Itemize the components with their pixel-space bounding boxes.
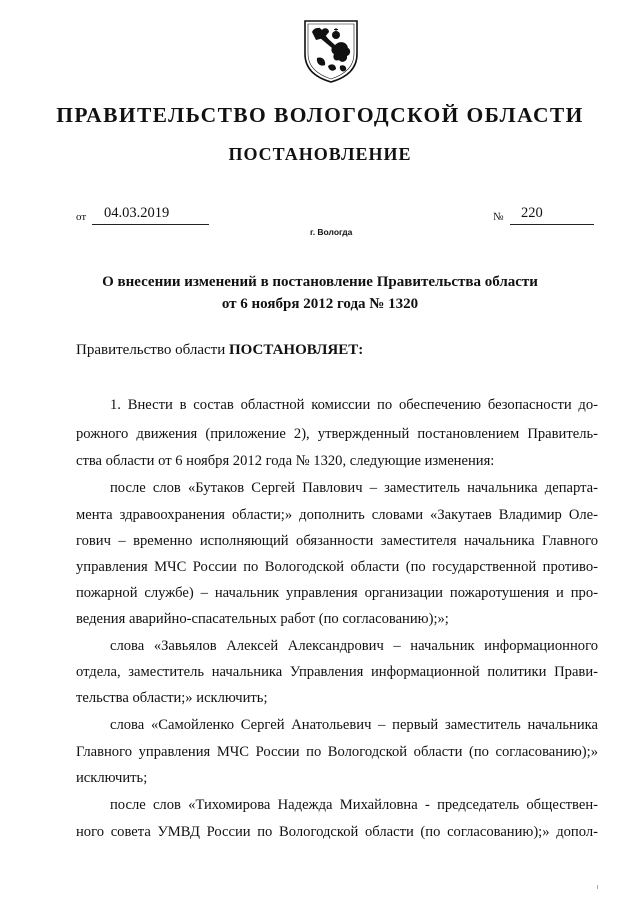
subject-line-2: от 6 ноября 2012 года № 1320: [221, 296, 419, 312]
preamble-emphasis: ПОСТАНОВЛЯЕТ:: [228, 342, 364, 358]
issue-city: г. Вологда: [310, 227, 353, 237]
body-line: 1. Внести в состав областной комиссии по обеспечению безопасности до-: [110, 397, 598, 413]
body-line: ведения аварийно-спасательных работ (по согласованию);»;: [76, 611, 449, 627]
body-line: гович – временно исполняющий обязанности заместителя начальника Главного: [76, 533, 598, 549]
body-line: рожного движения (приложение 2), утвержденный постановлением Правитель-: [76, 426, 598, 442]
body-line: после слов «Бутаков Сергей Павлович – заместитель начальника департа-: [110, 480, 598, 496]
number-prefix: №: [493, 211, 504, 223]
body-line: слова «Самойленко Сергей Анатольевич – первый заместитель начальника: [110, 717, 598, 733]
body-line: управления МЧС России по Вологодской области (по государственной противо-: [76, 559, 598, 575]
date-prefix: от: [76, 211, 87, 223]
body-line: Главного управления МЧС России по Вологодской области (по согласованию);»: [76, 744, 598, 760]
body-line: пожарной службе) – начальник управления организации пожаротушения и про-: [76, 585, 598, 601]
preamble: [76, 342, 363, 359]
document-date: 04.03.2019: [104, 205, 170, 221]
coat-of-arms-emblem: [302, 18, 360, 84]
body-line: слова «Завьялов Алексей Александрович – начальник информационного: [110, 638, 598, 654]
preamble-text: Правительство области: [76, 342, 229, 358]
body-line: тельства области;» исключить;: [76, 690, 268, 706]
body-line: ного совета УМВД России по Вологодской области (по согласованию);» допол-: [76, 824, 598, 840]
scan-mark: [597, 885, 598, 889]
document-number: 220: [521, 205, 543, 221]
subject-line-1: О внесении изменений в постановление Правительства области: [102, 274, 538, 290]
body-line: отдела, заместитель начальника Управления информационной политики Прави-: [76, 664, 598, 680]
body-line: мента здравоохранения области;» дополнить словами «Закутаев Владимир Оле-: [76, 507, 598, 523]
body-line: ства области от 6 ноября 2012 года № 1320, следующие изменения:: [76, 453, 495, 469]
document-subject: [0, 271, 640, 315]
government-title: ПРАВИТЕЛЬСТВО ВОЛОГОДСКОЙ ОБЛАСТИ: [56, 103, 584, 127]
body-line: исключить;: [76, 770, 148, 786]
document-type-title: ПОСТАНОВЛЕНИЕ: [228, 144, 412, 164]
body-line: после слов «Тихомирова Надежда Михайловна - председатель обществен-: [110, 797, 598, 813]
